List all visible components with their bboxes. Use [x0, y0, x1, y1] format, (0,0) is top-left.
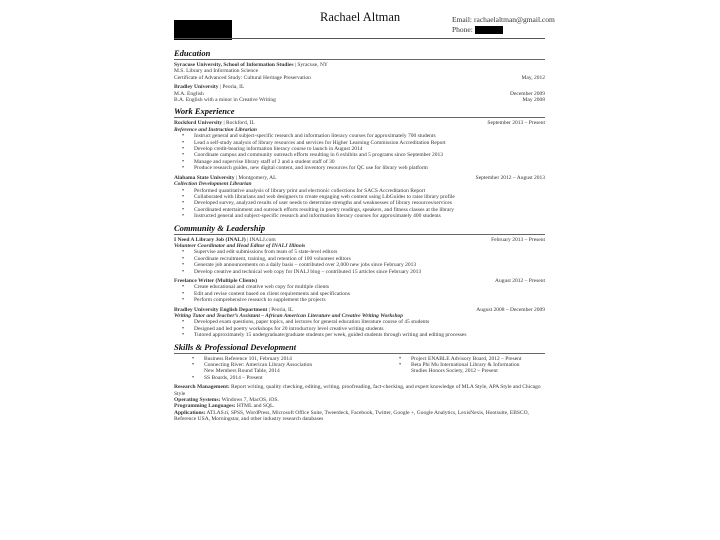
list-item: • Developed exam questions, paper topics, and lectures for general education literature course of 45 students [194, 319, 545, 325]
section-title: Work Experience [174, 106, 545, 118]
redacted-block-address [174, 20, 232, 40]
applicant-name: Rachael Altman [320, 10, 401, 24]
job-entry [174, 307, 545, 339]
list-item: • Designed and led poetry workshops for 20 introductory level creative writing students [194, 326, 545, 332]
education-section [174, 48, 545, 103]
job-date: September 2013 – Present [487, 120, 545, 127]
list-item-continuation: New Members Round Table, 2014 [204, 368, 280, 375]
degree-line: M.A. English [174, 90, 204, 97]
section-title: Community & Leadership [174, 223, 545, 235]
degree-date: May, 2012 [521, 74, 545, 81]
list-item: • Coordinated entertainment and outreach efforts resulting in poetry readings, speakers, and fitness classes at the library [194, 207, 545, 213]
job-role: Reference and Instruction Librarian [174, 126, 257, 133]
list-item: • Project ENABLE Advisory Board, 2012 – Present [411, 356, 545, 362]
degree-line: M.S. Library and Information Science [174, 68, 259, 75]
work-experience-section [174, 106, 545, 219]
resume-body [174, 45, 545, 423]
skill-label: Operating Systems: [174, 397, 221, 404]
skill-detail [174, 410, 545, 423]
list-item: • Generate job announcements on a daily basis – contributed over 2,000 new jobs since February 2013 [194, 262, 545, 268]
degree-line: Certificate of Advanced Study: Cultural Heritage Preservation [174, 74, 311, 81]
skill-label: Research Management: [174, 384, 230, 391]
job-org: I Need A Library Job (INALJ) [174, 236, 246, 243]
job-date: September 2012 – August 2013 [475, 174, 545, 181]
degree-date: May 2008 [522, 97, 545, 104]
skill-detail [174, 384, 545, 397]
job-bullets [174, 284, 545, 303]
list-item: • Manage and supervise library staff of 2 and a student staff of 30 [194, 159, 545, 165]
job-date: August 2008 – December 2009 [476, 306, 545, 313]
skills-grid [174, 356, 545, 382]
list-item-continuation: Studies Honors Society, 2012 – Present [411, 368, 498, 375]
degree-line: B.A. English with a minor in Creative Writing [174, 97, 276, 104]
job-role: Collection Development Librarian [174, 181, 252, 188]
list-item: • Edit and revise content based on client requirements and specifications [194, 291, 545, 297]
job-entry [174, 237, 545, 275]
community-leadership-section [174, 223, 545, 339]
job-role: Writing Tutor and Teacher’s Assistant – African American Literature and Creative Writing Workshop [174, 313, 403, 319]
list-item: • Lead a self-study analysis of library resources and services for Higher Learning Commission Accreditation Report [194, 140, 545, 146]
section-title: Education [174, 48, 545, 60]
list-item: • Developed survey, analyzed results of user needs to determine strengths and weaknesses of library resources/services [194, 200, 545, 206]
list-item: • Business Reference 101, February 2014 [204, 356, 381, 362]
list-item: • Coordinate recruitment, training, and retention of 100 volunteer editors [194, 256, 545, 262]
education-entry [174, 84, 545, 103]
job-location: | INALJ.com [245, 236, 276, 243]
job-bullets [174, 133, 545, 171]
school-name: Bradley University [174, 84, 219, 91]
job-entry [174, 120, 545, 171]
contact-info [452, 15, 555, 35]
job-org: Freelance Writer (Multiple Clients) [174, 277, 258, 284]
job-location: | Rockford, IL [222, 120, 255, 127]
list-item: • Instructed general and subject-specific research and information literacy courses for approximately 400 students [194, 213, 545, 219]
job-bullets [174, 249, 545, 275]
skill-text: Windows 7, MacOS, iOS. [220, 397, 279, 404]
list-item: • Instruct general and subject-specific research and information literacy courses for approximately 700 students [194, 133, 545, 139]
list-item: • Performed quantitative analysis of library print and electronic collections for SACS Accreditation Report [194, 188, 545, 194]
school-location: | Peoria, IL [218, 84, 245, 91]
school-location: | Syracuse, NY [293, 62, 328, 68]
list-item: • Create educational and creative web copy for multiple clients [194, 284, 545, 290]
job-date: August 2012 – Present [495, 277, 545, 284]
list-item: • Develop creative and technical web copy for INALJ blog – contributed 15 articles since February 2013 [194, 269, 545, 275]
list-item: • Tutored approximately 15 undergraduate/graduate students per week, guided students through writing and editing processes [194, 332, 545, 338]
job-org: Rockford University [174, 120, 223, 127]
list-item: • Supervise and edit submissions from team of 5 state-level editors [194, 249, 545, 255]
list-item: • Beta Phi Mu International Library & Information [411, 362, 545, 368]
skill-text: ATLAS.ti, SPSS, WordPress, Microsoft Office Suite, Tweetdeck, Facebook, Twitter, Google +, Google Analytics, LexisNexis, Hootsuite, EBSCO, Reference USA, Morningstar, and other industry research databases [174, 409, 529, 423]
list-item: • Perform comprehensive research to supplement the projects [194, 297, 545, 303]
job-entry [174, 175, 545, 220]
skill-label: Applications: [174, 409, 206, 416]
job-location: | Peoria, IL [267, 306, 294, 313]
email-value[interactable]: rachaelaltman@gmail.com [474, 15, 555, 24]
list-item: • Coordinate campus and community outreach efforts resulting in 6 exhibits and 5 programs since September 2013 [194, 152, 545, 158]
list-item: • Develop credit-bearing information literacy course to launch in August 2014 [194, 146, 545, 152]
job-bullets [174, 319, 545, 338]
job-bullets [174, 188, 545, 220]
degree-date: December 2009 [510, 90, 545, 97]
list-item: • Collaborated with librarians and web designers to create engaging web content using LibGuides to raise library profile [194, 194, 545, 200]
skills-section [174, 342, 545, 423]
job-date: February 2013 – Present [491, 236, 545, 243]
list-item: • Produce research guides, new digital content, and inventory resources for QC use for library web platform [194, 165, 545, 171]
redacted-block-phone [475, 26, 503, 34]
skill-text: HTML and SQL. [235, 403, 275, 410]
list-item: • SS Boards, 2014 – Present [204, 375, 381, 381]
job-org: Bradley University English Department [174, 306, 268, 313]
job-location: | Montgomery, AL [234, 174, 277, 181]
skills-column-right [381, 356, 545, 375]
skill-text: Report writing, quality checking, editing, writing, proofreading, fact-checking, and expert knowledge of MLA Style, APA Style and Chicago Style [174, 384, 541, 397]
list-item: • Connecting River: American Library Association [204, 362, 381, 368]
education-entry [174, 62, 545, 81]
job-entry [174, 278, 545, 304]
section-title: Skills & Professional Development [174, 342, 545, 354]
email-label: Email: [452, 15, 472, 24]
school-name: Syracuse University, School of Information Studies [174, 62, 294, 68]
job-org: Alabama State University [174, 174, 235, 181]
skill-label: Programming Languages: [174, 403, 236, 410]
header-divider [174, 38, 545, 39]
phone-label: Phone: [452, 25, 473, 34]
job-role: Volunteer Coordinator and Head Editor of INALJ Illinois [174, 242, 306, 249]
skills-column-left [174, 356, 381, 382]
